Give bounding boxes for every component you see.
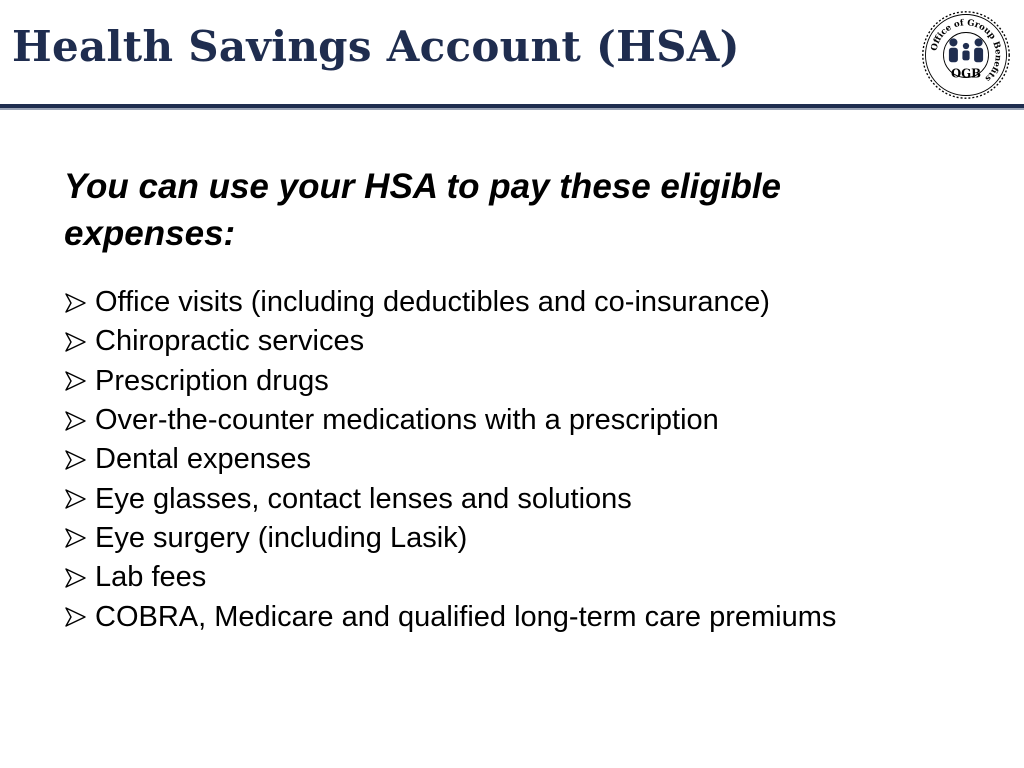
- arrowhead-bullet-icon: [64, 450, 86, 470]
- page-title: Health Savings Account (HSA): [12, 22, 740, 71]
- list-item: [64, 479, 1004, 518]
- logo-initials: OGB: [950, 66, 982, 81]
- list-item: [64, 362, 1004, 401]
- arrowhead-bullet-icon: [64, 607, 86, 627]
- list-item: [64, 322, 1004, 361]
- list-item: [64, 558, 1004, 597]
- list-item-text: Over-the-counter medications with a prescription: [95, 404, 719, 437]
- list-item: [64, 401, 1004, 440]
- expense-list: [64, 283, 1004, 637]
- list-item: [64, 283, 1004, 322]
- list-item-text: COBRA, Medicare and qualified long-term care premiums: [95, 600, 837, 633]
- arrowhead-bullet-icon: [64, 332, 86, 352]
- list-item-text: Eye glasses, contact lenses and solutions: [95, 482, 632, 515]
- arrowhead-bullet-icon: [64, 371, 86, 391]
- logo-ring-text: Office of Group Benefits: [929, 18, 1003, 84]
- title-divider-shadow: [0, 108, 1024, 110]
- ogb-logo: [921, 10, 1011, 100]
- list-item-text: Office visits (including deductibles and co-insurance): [95, 286, 770, 319]
- arrowhead-bullet-icon: [64, 568, 86, 588]
- arrowhead-bullet-icon: [64, 411, 86, 431]
- list-item: [64, 440, 1004, 479]
- subheading: You can use your HSA to pay these eligible expenses:: [64, 167, 782, 253]
- list-item-text: Chiropractic services: [95, 325, 365, 358]
- list-item: [64, 597, 1004, 636]
- arrowhead-bullet-icon: [64, 489, 86, 509]
- list-item-text: Eye surgery (including Lasik): [95, 521, 468, 554]
- list-item: [64, 519, 1004, 558]
- list-item-text: Prescription drugs: [95, 364, 329, 397]
- list-item-text: Lab fees: [95, 561, 207, 594]
- arrowhead-bullet-icon: [64, 528, 86, 548]
- list-item-text: Dental expenses: [95, 443, 312, 476]
- arrowhead-bullet-icon: [64, 293, 86, 313]
